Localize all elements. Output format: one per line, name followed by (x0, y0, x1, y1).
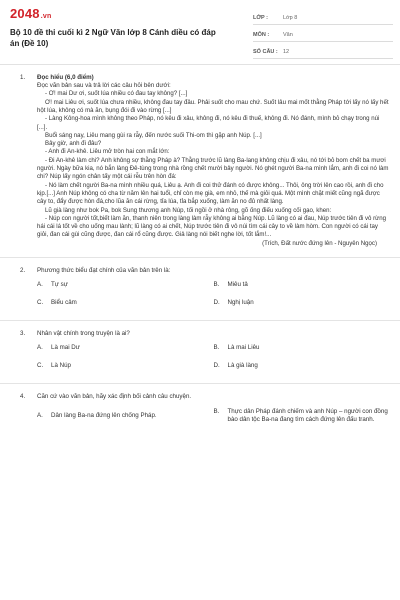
option-letter: D. (213, 362, 220, 370)
option-letter: B. (213, 344, 220, 352)
reading-passage (0, 90, 400, 248)
option-a[interactable] (37, 408, 214, 424)
page-title: Bộ 10 đề thi cuối kì 2 Ngữ Văn lớp 8 Cánh diều có đáp án (Đề 10) (10, 28, 216, 48)
question-text: Nhân vật chính trong truyện là ai? (37, 330, 130, 338)
option-d[interactable] (214, 362, 391, 374)
option-b[interactable] (214, 281, 391, 293)
option-letter: A. (37, 411, 43, 419)
question-divider (0, 383, 400, 384)
passage-attribution: (Trích, Đất nước đứng lên - Nguyên Ngọc) (262, 239, 377, 247)
passage-paragraph: Ơ! mai Liêu ơi, suốt lúa chưa nhiều, không đau tay đâu. Phải suốt cho mau chứ. Suốt lâu mai mốt thằng Pháp tới lấy nó lấy hết hột lúa, không có mà ăn, bụng đói đi vào rừng [...] (37, 98, 389, 114)
passage-paragraph: Buổi sáng nay, Liêu mang gùi ra rẫy, đến nước suối Thi-om thì gặp anh Núp. [...] (45, 131, 262, 139)
question-divider (0, 320, 400, 321)
answer-options (0, 402, 400, 424)
option-letter: B. (213, 281, 220, 289)
meta-key: SỐ CÂU : (253, 48, 278, 55)
option-text: Biểu cảm (51, 299, 77, 307)
meta-row-count (253, 45, 393, 59)
question-number: 2. (20, 267, 26, 275)
question-number: 1. (20, 74, 26, 81)
option-b[interactable] (214, 344, 391, 356)
meta-key: MÔN : (253, 31, 270, 38)
option-letter: C. (37, 362, 44, 370)
option-letter: A. (37, 281, 43, 289)
question-number: 4. (20, 393, 26, 401)
passage-paragraph: - Anh đi An-khê. Liêu mở tròn hai con mắt lớn: (45, 148, 170, 156)
option-c[interactable] (37, 299, 214, 311)
question-2 (0, 267, 400, 275)
passage-paragraph: - Làng Kông-hoa mình không theo Pháp, nó kêu đi xâu, không đi, nó kêu đi thuế, không đi. Nó đánh, mình bỏ chạy trong núi [...]. (37, 115, 380, 131)
option-text: Nghị luận (227, 299, 254, 307)
passage-paragraph: - Nó làm chết người Ba-na mình nhiều quá, Liêu ạ. Anh đi coi thử đánh có được không... Thôi, ông trời lên cao rồi, anh đi cho kịp.[...] Anh Núp không có cha từ năm lên hai tuổi, chỉ còn mẹ già, em nhỏ, thế mà giỏi quá. Một mình chặt miết cũng ngã được cây to, đẩy được hòn đá,cho lũa ăn cái rừng, tỉa lúa, tỉa bắp xuống, làm ăn no đủ nhất làng. (37, 181, 384, 206)
question-3 (0, 330, 400, 338)
option-d[interactable] (214, 299, 391, 311)
passage-paragraph: - Đi An-khê làm chi? Anh không sợ thằng Pháp à? Thằng trước lũ làng Ba-lang không chịu đi xâu, nó tới bỏ bom chết ba mươi người. Ngày bữa kia, nó bắn làng Đê-tùng trong nhà rồng chết mười bảy người. Nó ghét người Ba-na mình lắm, anh đi coi nó làm chi? Núp lấy ngón chân tấy một cái rễu trên hòn đá: (37, 156, 389, 181)
question-intro: Đọc văn bản sau và trả lời các câu hỏi bên dưới: (37, 82, 171, 90)
option-text: Là già làng (227, 362, 258, 370)
option-text: Miêu tả (227, 281, 248, 289)
passage-paragraph: - Ơ! mai Dư ơi, suốt lúa nhiều có đau tay không? [...] (45, 90, 188, 98)
option-text: Là Núp (51, 362, 71, 370)
option-text: Thực dân Pháp đánh chiếm và anh Núp – người con đồng bào dân tộc Ba-na đang tìm cách đứng lên đấu tranh. (227, 407, 388, 423)
meta-row-class (253, 11, 393, 25)
logo-text: 2048 (10, 6, 40, 21)
page-header (0, 0, 400, 64)
option-a[interactable] (37, 281, 214, 293)
question-number: 3. (20, 330, 26, 338)
option-text: Là mai Dư (51, 344, 80, 352)
question-heading: Đọc hiểu (6,0 điểm) (37, 74, 94, 81)
meta-value: 12 (283, 48, 290, 55)
option-text: Là mai Liêu (227, 344, 260, 352)
question-text: Phương thức biểu đạt chính của văn bản trên là: (37, 267, 171, 275)
question-divider (0, 257, 400, 258)
answer-options (0, 338, 400, 374)
meta-row-subject (253, 28, 393, 42)
site-logo[interactable] (10, 6, 51, 21)
option-text: Dân làng Ba-na đứng lên chống Pháp. (51, 411, 157, 419)
option-b[interactable] (214, 408, 391, 424)
option-c[interactable] (37, 362, 214, 374)
passage-paragraph: Bây giờ, anh đi đâu? (45, 140, 102, 148)
option-letter: D. (213, 299, 220, 307)
passage-paragraph: Lũ già làng như bok Pa, bok Sung thương anh Núp, tối ngồi ở nhà rông, gõ ống điếu xuống cối gạo, khen: (45, 206, 332, 214)
question-text: Căn cứ vào văn bản, hãy xác định bối cảnh câu chuyện. (37, 393, 192, 401)
option-letter: A. (37, 344, 43, 352)
meta-value: Lớp 8 (283, 14, 298, 21)
question-list (0, 74, 400, 424)
question-1 (0, 74, 400, 90)
option-a[interactable] (37, 344, 214, 356)
meta-key: LỚP : (253, 14, 268, 21)
option-letter: B. (213, 407, 220, 415)
answer-options (0, 275, 400, 311)
header-divider (0, 64, 400, 65)
passage-paragraph: - Núp con người tốt,biết làm ăn, thanh niên trong làng làm rẫy không ai bằng Núp. Lũ làng có ai đau, Núp trước tiên đi vô rừng hái cái lá tốt về cho uống mau lành; lũ làng có ai chết, Núp trước tiên đi vô núi tìm cái cây to về làm hòm. Con người có cái tay giỏi, đan cái gùi cũng được, đan cái rổ cũng được. Giả làng nói biết nghe lời, tốt lắm!... (37, 214, 387, 239)
meta-value: Văn (283, 31, 293, 38)
question-4 (0, 393, 400, 401)
option-text: Tự sự (51, 281, 68, 289)
exam-meta (253, 11, 393, 62)
option-letter: C. (37, 299, 44, 307)
logo-domain: .vn (40, 13, 52, 20)
